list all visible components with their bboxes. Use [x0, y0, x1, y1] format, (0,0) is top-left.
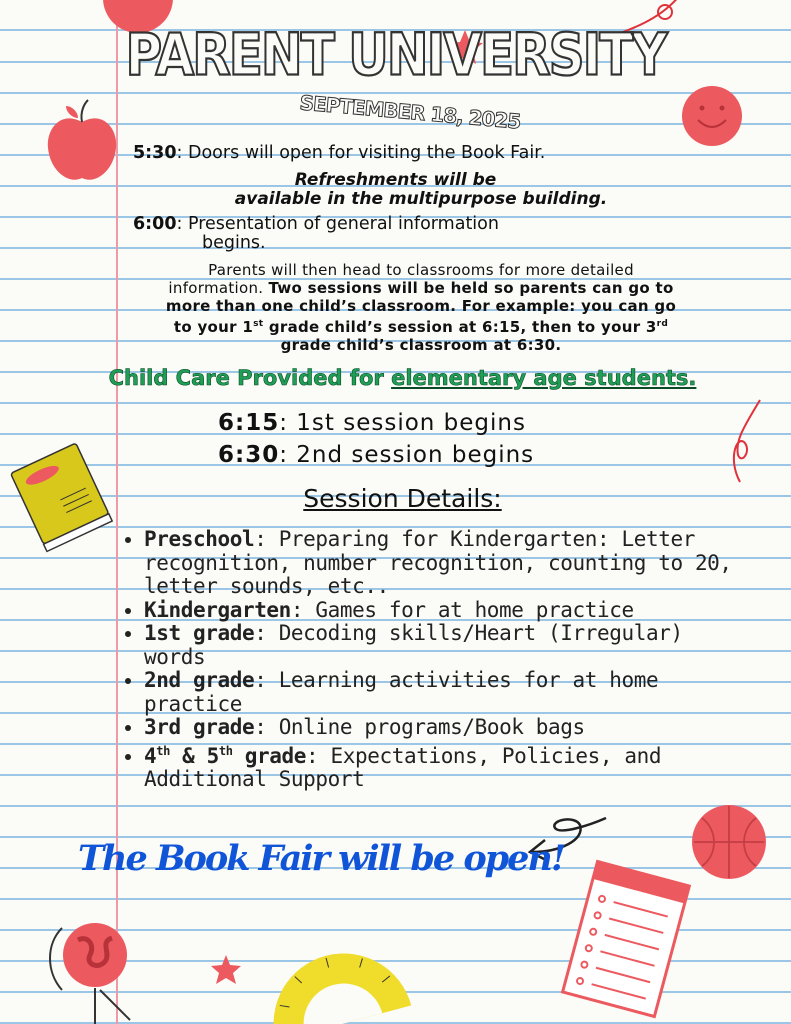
- session-details-heading: Session Details:: [303, 484, 502, 513]
- presentation-line1: [133, 215, 499, 234]
- bookfair-banner: The Book Fair will be open!: [78, 838, 565, 879]
- classrooms-line4-sup1: st: [253, 319, 264, 329]
- protractor-icon: [258, 938, 411, 1024]
- item-label-c: grade: [232, 743, 307, 768]
- childcare-banner: [0, 366, 791, 390]
- item-label: 2nd grade: [144, 668, 255, 692]
- session-2-text: : 2nd session begins: [279, 442, 535, 468]
- page-title: PARENT UNIVERSITY: [125, 21, 666, 89]
- session-1-text: : 1st session begins: [279, 410, 526, 436]
- classrooms-line2: [110, 279, 732, 297]
- apple-icon: [48, 100, 116, 180]
- item-sup-b: th: [218, 743, 233, 758]
- small-star-icon: [211, 955, 241, 984]
- item-sup-a: th: [156, 743, 170, 758]
- childcare-underlined: elementary age students.: [391, 366, 697, 390]
- classrooms-line5: grade child’s classroom at 6:30.: [280, 336, 562, 354]
- classrooms-line4-a: to your 1: [173, 318, 254, 336]
- presentation-line2: begins.: [202, 233, 266, 253]
- smiley-icon: [682, 86, 742, 146]
- presentation-time: 6:00: [133, 214, 177, 234]
- childcare-prefix: Child Care Provided for: [108, 366, 392, 390]
- item-label: Preschool: [144, 527, 255, 551]
- session-details-list: [122, 528, 744, 792]
- list-item-1st-grade: [144, 622, 744, 669]
- item-text: : Decoding skills/Heart (Irregular) words: [144, 621, 683, 669]
- basketball-icon: [692, 805, 766, 879]
- list-item-2nd-grade: [144, 669, 744, 716]
- item-label: Kindergarten: [144, 597, 291, 622]
- session-2-time: 6:30: [218, 442, 280, 468]
- classrooms-line3: more than one child’s classroom. For example: you can go: [165, 297, 677, 315]
- item-text: : Games for at home practice: [290, 597, 634, 622]
- item-text: : Expectations, Policies, and Additional Support: [144, 743, 662, 791]
- doors-line: [133, 144, 545, 163]
- classrooms-line4-b: grade child’s session at 6:15, then to your 3: [263, 318, 657, 336]
- globe-icon: [50, 923, 130, 1024]
- list-item-preschool: [144, 528, 744, 599]
- doors-time: 5:30: [133, 143, 177, 163]
- refreshments-line2: available in the multipurpose building.: [234, 189, 608, 209]
- item-label: 3rd grade: [144, 715, 255, 739]
- refreshments-line1: Refreshments will be: [294, 170, 497, 190]
- classrooms-line4-sup2: rd: [656, 319, 669, 329]
- item-text: : Online programs/Book bags: [254, 715, 585, 739]
- item-label: 1st grade: [144, 621, 255, 645]
- notepad-icon: [563, 862, 690, 1017]
- list-item-3rd-grade: [144, 716, 744, 740]
- session-2: [218, 442, 534, 468]
- item-label-a: 4: [144, 743, 157, 768]
- item-text: : Preparing for Kindergarten: Letter recognition, number recognition, counting to 20, letter sounds, etc..: [144, 527, 732, 598]
- item-text: : Learning activities for at home practice: [144, 668, 659, 716]
- classrooms-line2-start: information.: [168, 279, 269, 297]
- classrooms-line2-bold: Two sessions will be held so parents can go to: [268, 279, 674, 297]
- presentation-text: : Presentation of general information: [176, 214, 499, 234]
- doors-text: : Doors will open for visiting the Book Fair.: [176, 143, 546, 163]
- classrooms-line4: [110, 315, 732, 336]
- classrooms-line1: Parents will then head to classrooms for more detailed: [208, 261, 634, 279]
- squiggle-decoration: [734, 400, 760, 482]
- list-item-4th-5th-grade: [144, 740, 744, 792]
- session-1: [218, 410, 526, 436]
- list-item-kindergarten: [144, 599, 744, 623]
- item-label-b: & 5: [169, 743, 219, 768]
- classrooms-paragraph: [110, 261, 732, 354]
- session-1-time: 6:15: [218, 410, 280, 436]
- item-label: [144, 744, 306, 768]
- event-date: SEPTEMBER 18, 2025: [298, 90, 522, 134]
